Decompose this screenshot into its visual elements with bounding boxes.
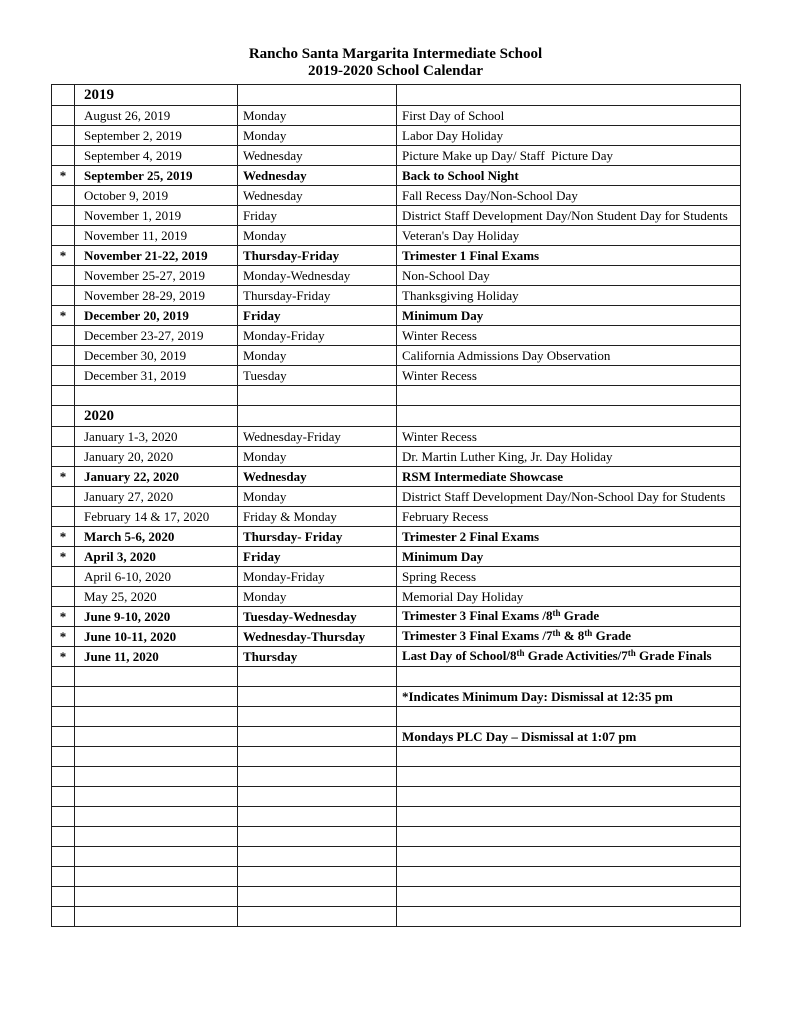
minimum-day-marker-cell — [52, 747, 75, 767]
table-row — [52, 366, 741, 386]
minimum-day-marker-cell — [52, 206, 75, 226]
date-cell — [75, 667, 238, 687]
minimum-day-marker-cell — [52, 507, 75, 527]
minimum-day-marker-cell: * — [52, 547, 75, 567]
calendar-title: 2019-2020 School Calendar — [307, 63, 483, 79]
event-cell: Minimum Day — [397, 547, 741, 567]
day-cell: Monday-Friday — [238, 326, 397, 346]
event-cell: Last Day of School/8th Grade Activities/7th Grade Finals — [397, 647, 741, 667]
minimum-day-marker-cell: * — [52, 306, 75, 326]
minimum-day-marker-cell — [52, 867, 75, 887]
day-cell: Friday — [238, 306, 397, 326]
date-cell — [75, 847, 238, 867]
event-cell — [397, 747, 741, 767]
date-cell — [75, 887, 238, 907]
date-cell: December 20, 2019 — [75, 306, 238, 326]
date-cell: February 14 & 17, 2020 — [75, 507, 238, 527]
minimum-day-marker-cell — [52, 226, 75, 246]
day-cell: Wednesday — [238, 186, 397, 206]
event-cell: Dr. Martin Luther King, Jr. Day Holiday — [397, 447, 741, 467]
date-cell: December 23-27, 2019 — [75, 326, 238, 346]
section-year-cell: 2020 — [75, 406, 238, 427]
date-cell: January 20, 2020 — [75, 447, 238, 467]
event-cell — [397, 406, 741, 427]
day-cell — [238, 867, 397, 887]
minimum-day-marker-cell — [52, 126, 75, 146]
event-cell — [397, 887, 741, 907]
event-cell — [397, 807, 741, 827]
table-row — [52, 487, 741, 507]
day-cell: Friday & Monday — [238, 507, 397, 527]
empty-row — [52, 807, 741, 827]
minimum-day-marker-cell — [52, 366, 75, 386]
event-cell: Trimester 1 Final Exams — [397, 246, 741, 266]
day-cell: Monday — [238, 126, 397, 146]
date-cell — [75, 827, 238, 847]
day-cell — [238, 727, 397, 747]
date-cell: January 27, 2020 — [75, 487, 238, 507]
event-cell — [397, 667, 741, 687]
minimum-day-marker-cell — [52, 406, 75, 427]
date-cell: November 28-29, 2019 — [75, 286, 238, 306]
day-cell — [238, 907, 397, 927]
day-cell — [238, 406, 397, 427]
event-cell: Back to School Night — [397, 166, 741, 186]
date-cell — [75, 867, 238, 887]
table-row — [52, 206, 741, 226]
minimum-day-marker-cell: * — [52, 607, 75, 627]
minimum-day-marker-cell — [52, 727, 75, 747]
date-cell: October 9, 2019 — [75, 186, 238, 206]
event-cell: District Staff Development Day/Non Student Day for Students — [397, 206, 741, 226]
event-cell — [397, 907, 741, 927]
event-cell: Winter Recess — [397, 326, 741, 346]
minimum-day-marker-cell — [52, 487, 75, 507]
event-cell: Trimester 3 Final Exams /7th & 8th Grade — [397, 627, 741, 647]
minimum-day-marker-cell — [52, 887, 75, 907]
day-cell: Wednesday-Thursday — [238, 627, 397, 647]
note-row — [52, 727, 741, 747]
day-cell — [238, 827, 397, 847]
date-cell: January 1-3, 2020 — [75, 427, 238, 447]
date-cell: April 3, 2020 — [75, 547, 238, 567]
event-cell — [397, 707, 741, 727]
minimum-day-marker-cell — [52, 567, 75, 587]
table-row — [52, 507, 741, 527]
date-cell: April 6-10, 2020 — [75, 567, 238, 587]
day-cell: Monday — [238, 226, 397, 246]
section-row — [52, 406, 741, 427]
day-cell — [238, 807, 397, 827]
event-cell: Trimester 3 Final Exams /8th Grade — [397, 607, 741, 627]
minimum-day-marker-cell — [52, 907, 75, 927]
calendar-table-body — [52, 85, 741, 927]
minimum-day-marker-cell — [52, 587, 75, 607]
table-row — [52, 346, 741, 366]
empty-row — [52, 827, 741, 847]
date-cell — [75, 767, 238, 787]
day-cell — [238, 707, 397, 727]
event-cell — [397, 847, 741, 867]
date-cell — [75, 907, 238, 927]
empty-row — [52, 887, 741, 907]
day-cell: Friday — [238, 547, 397, 567]
day-cell: Wednesday-Friday — [238, 427, 397, 447]
school-calendar-table — [51, 84, 741, 927]
empty-row — [52, 707, 741, 727]
event-cell: Fall Recess Day/Non-School Day — [397, 186, 741, 206]
table-row — [52, 587, 741, 607]
minimum-day-marker-cell: * — [52, 246, 75, 266]
date-cell — [75, 386, 238, 406]
event-cell: District Staff Development Day/Non-School Day for Students — [397, 487, 741, 507]
minimum-day-marker-cell — [52, 286, 75, 306]
event-cell: First Day of School — [397, 106, 741, 126]
day-cell — [238, 85, 397, 106]
minimum-day-marker-cell — [52, 85, 75, 106]
event-cell: Picture Make up Day/ Staff Picture Day — [397, 146, 741, 166]
date-cell: November 21-22, 2019 — [75, 246, 238, 266]
event-cell: Thanksgiving Holiday — [397, 286, 741, 306]
event-cell: Trimester 2 Final Exams — [397, 527, 741, 547]
table-row — [52, 186, 741, 206]
event-cell: Winter Recess — [397, 427, 741, 447]
event-cell: California Admissions Day Observation — [397, 346, 741, 366]
day-cell: Thursday — [238, 647, 397, 667]
event-cell: Winter Recess — [397, 366, 741, 386]
day-cell: Monday — [238, 487, 397, 507]
day-cell: Tuesday-Wednesday — [238, 607, 397, 627]
day-cell — [238, 787, 397, 807]
day-cell: Friday — [238, 206, 397, 226]
table-row — [52, 647, 741, 667]
minimum-day-marker-cell: * — [52, 627, 75, 647]
table-row — [52, 246, 741, 266]
empty-row — [52, 767, 741, 787]
footnote-cell: *Indicates Minimum Day: Dismissal at 12:35 pm — [397, 687, 741, 707]
minimum-day-marker-cell: * — [52, 527, 75, 547]
minimum-day-marker-cell — [52, 687, 75, 707]
day-cell: Thursday-Friday — [238, 286, 397, 306]
minimum-day-marker-cell — [52, 427, 75, 447]
table-row — [52, 447, 741, 467]
empty-row — [52, 787, 741, 807]
minimum-day-marker-cell — [52, 106, 75, 126]
date-cell: December 30, 2019 — [75, 346, 238, 366]
minimum-day-marker-cell — [52, 186, 75, 206]
section-year-cell: 2019 — [75, 85, 238, 106]
event-cell: Labor Day Holiday — [397, 126, 741, 146]
minimum-day-marker-cell — [52, 787, 75, 807]
date-cell: June 9-10, 2020 — [75, 607, 238, 627]
event-cell — [397, 867, 741, 887]
event-cell — [397, 85, 741, 106]
date-cell — [75, 707, 238, 727]
footnote-cell: Mondays PLC Day – Dismissal at 1:07 pm — [397, 727, 741, 747]
date-cell: March 5-6, 2020 — [75, 527, 238, 547]
table-row — [52, 166, 741, 186]
event-cell: Non-School Day — [397, 266, 741, 286]
minimum-day-marker-cell — [52, 847, 75, 867]
day-cell: Tuesday — [238, 366, 397, 386]
day-cell: Monday — [238, 106, 397, 126]
minimum-day-marker-cell — [52, 447, 75, 467]
day-cell: Thursday- Friday — [238, 527, 397, 547]
table-row — [52, 226, 741, 246]
table-row — [52, 286, 741, 306]
table-row — [52, 607, 741, 627]
date-cell: November 1, 2019 — [75, 206, 238, 226]
day-cell: Wednesday — [238, 146, 397, 166]
day-cell — [238, 767, 397, 787]
table-row — [52, 306, 741, 326]
date-cell — [75, 787, 238, 807]
date-cell: January 22, 2020 — [75, 467, 238, 487]
event-cell: Spring Recess — [397, 567, 741, 587]
date-cell: May 25, 2020 — [75, 587, 238, 607]
minimum-day-marker-cell — [52, 807, 75, 827]
minimum-day-marker-cell — [52, 346, 75, 366]
empty-row — [52, 667, 741, 687]
minimum-day-marker-cell: * — [52, 467, 75, 487]
page-title — [51, 0, 740, 80]
note-row — [52, 687, 741, 707]
minimum-day-marker-cell — [52, 386, 75, 406]
event-cell — [397, 767, 741, 787]
day-cell — [238, 667, 397, 687]
day-cell — [238, 386, 397, 406]
section-row — [52, 85, 741, 106]
minimum-day-marker-cell — [52, 266, 75, 286]
day-cell: Monday — [238, 346, 397, 366]
event-cell: RSM Intermediate Showcase — [397, 467, 741, 487]
minimum-day-marker-cell — [52, 767, 75, 787]
table-row — [52, 567, 741, 587]
date-cell: August 26, 2019 — [75, 106, 238, 126]
minimum-day-marker-cell — [52, 146, 75, 166]
minimum-day-marker-cell — [52, 326, 75, 346]
day-cell: Thursday-Friday — [238, 246, 397, 266]
event-cell: Memorial Day Holiday — [397, 587, 741, 607]
table-row — [52, 547, 741, 567]
table-row — [52, 106, 741, 126]
table-row — [52, 266, 741, 286]
table-row — [52, 126, 741, 146]
date-cell: September 25, 2019 — [75, 166, 238, 186]
day-cell: Monday — [238, 587, 397, 607]
date-cell — [75, 747, 238, 767]
day-cell — [238, 747, 397, 767]
date-cell: June 11, 2020 — [75, 647, 238, 667]
table-row — [52, 527, 741, 547]
day-cell — [238, 687, 397, 707]
date-cell: November 25-27, 2019 — [75, 266, 238, 286]
day-cell: Wednesday — [238, 166, 397, 186]
empty-row — [52, 847, 741, 867]
date-cell: December 31, 2019 — [75, 366, 238, 386]
event-cell — [397, 787, 741, 807]
event-cell: February Recess — [397, 507, 741, 527]
minimum-day-marker-cell: * — [52, 166, 75, 186]
day-cell: Monday — [238, 447, 397, 467]
table-row — [52, 627, 741, 647]
event-cell — [397, 827, 741, 847]
minimum-day-marker-cell — [52, 827, 75, 847]
table-row — [52, 467, 741, 487]
table-row — [52, 427, 741, 447]
date-cell — [75, 807, 238, 827]
table-row — [52, 326, 741, 346]
day-cell: Wednesday — [238, 467, 397, 487]
minimum-day-marker-cell — [52, 667, 75, 687]
day-cell — [238, 847, 397, 867]
date-cell: September 2, 2019 — [75, 126, 238, 146]
event-cell: Minimum Day — [397, 306, 741, 326]
date-cell — [75, 687, 238, 707]
day-cell: Monday-Wednesday — [238, 266, 397, 286]
empty-row — [52, 386, 741, 406]
day-cell — [238, 887, 397, 907]
date-cell — [75, 727, 238, 747]
date-cell: September 4, 2019 — [75, 146, 238, 166]
event-cell — [397, 386, 741, 406]
empty-row — [52, 907, 741, 927]
minimum-day-marker-cell — [52, 707, 75, 727]
minimum-day-marker-cell: * — [52, 647, 75, 667]
date-cell: June 10-11, 2020 — [75, 627, 238, 647]
empty-row — [52, 747, 741, 767]
school-name-title: Rancho Santa Margarita Intermediate School — [248, 46, 543, 62]
day-cell: Monday-Friday — [238, 567, 397, 587]
date-cell: November 11, 2019 — [75, 226, 238, 246]
event-cell: Veteran's Day Holiday — [397, 226, 741, 246]
empty-row — [52, 867, 741, 887]
table-row — [52, 146, 741, 166]
